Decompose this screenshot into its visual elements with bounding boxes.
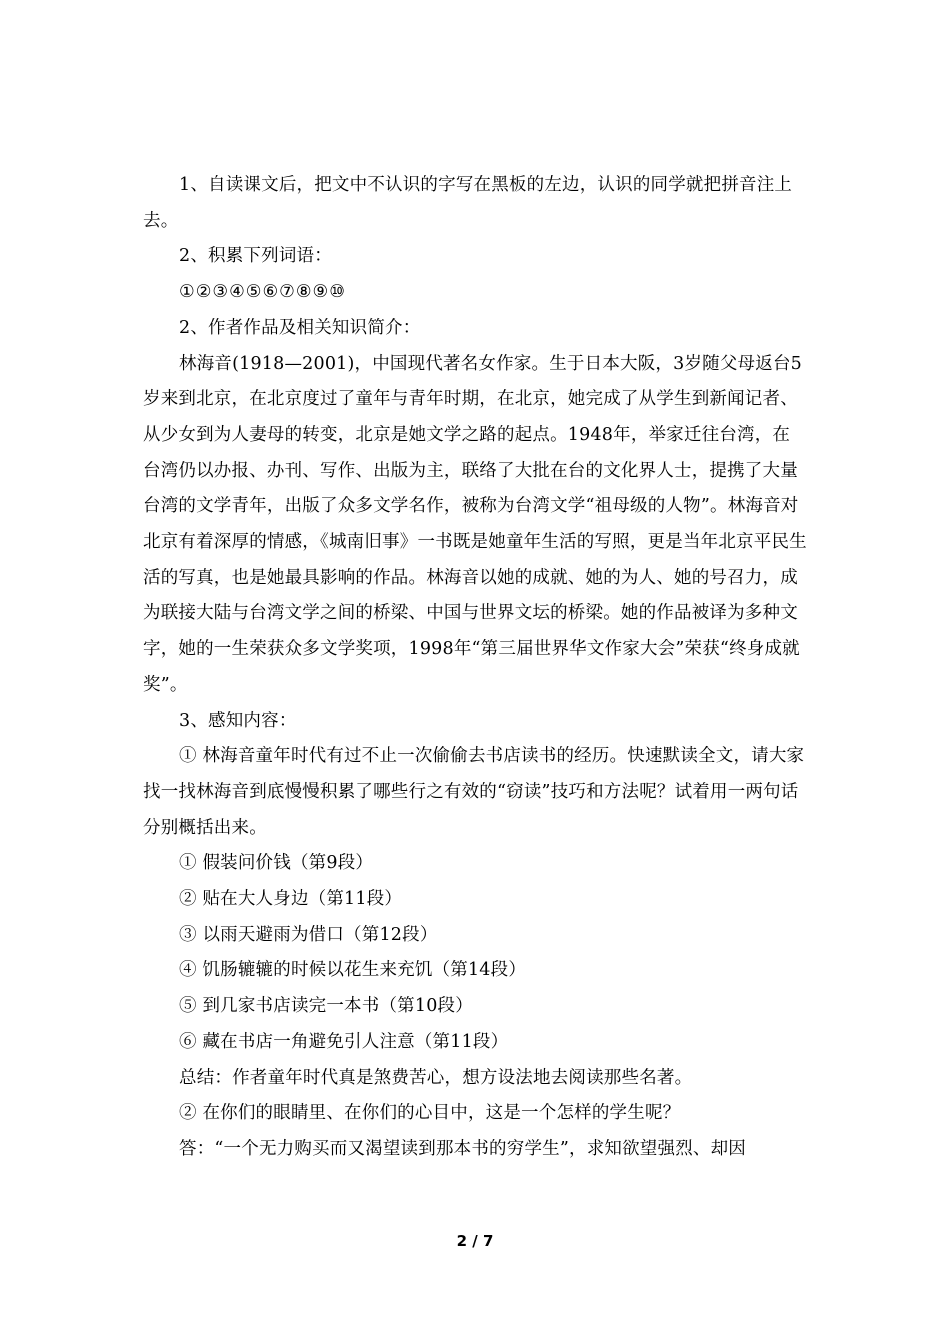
paragraph-author-bio: 林海音(1918—2001)，中国现代著名女作家。生于日本大阪，3岁随父母返台5岁来到北京，在北京度过了童年与青年时期，在北京，她完成了从学生到新闻记者、从少女到为人妻母的转变，北京是她文学之路的起点。1948年，举家迁往台湾，在台湾仍以办报、办刊、写作、出版为主，联络了大批在台的文化界人士，提携了大量台湾的文学青年，出版了众多文学名作，被称为台湾文学“祖母级的人物”。林海音对北京有着深厚的情感，《城南旧事》一书既是她童年生活的写照，更是当年北京平民生活的写真，也是她最具影响的作品。林海音以她的成就、她的为人、她的号召力，成为联接大陆与台湾文学之间的桥梁、中国与世界文坛的桥梁。她的作品被译为多种文字，她的一生荣获众多文学奖项，1998年“第三届世界华文作家大会”荣获“终身成就奖”。 [143,353,807,695]
list-item: ④ 饥肠辘辘的时候以花生来充饥（第14段） [179,960,527,981]
paragraph-question-1: ① 林海音童年时代有过不止一次偷偷去书店读书的经历。快速默读全文，请大家找一找林海音到底慢慢积累了哪些行之有效的“窃读”技巧和方法呢？试着用一两句话分别概括出来。 [143,746,805,838]
paragraph-step-1: 1、自读课文后，把文中不认识的字写在黑板的左边，认识的同学就把拼音注上去。 [143,175,793,231]
list-item: ② 贴在大人身边（第11段） [179,889,403,910]
paragraph-question-2: ② 在你们的眼睛里、在你们的心目中，这是一个怎样的学生呢？ [179,1103,681,1124]
paragraph-summary: 总结：作者童年时代真是煞费苦心，想方设法地去阅读那些名著。 [179,1067,693,1088]
paragraph-answer: 答：“一个无力购买而又渴望读到那本书的穷学生”，求知欲望强烈、却因 [179,1138,746,1159]
paragraph-step-3: 3、感知内容： [179,710,297,731]
paragraph-step-2-vocab: 2、积累下列词语： [179,246,332,267]
list-item: ① 假装问价钱（第9段） [179,853,374,874]
list-item: ③ 以雨天避雨为借口（第12段） [179,924,438,945]
circled-numbers: ①②③④⑤⑥⑦⑧⑨⑩ [179,282,346,303]
list-item: ⑤ 到几家书店读完一本书（第10段） [179,996,473,1017]
paragraph-step-2-author: 2、作者作品及相关知识简介： [179,317,421,338]
page-number: 2 / 7 [456,1232,494,1250]
list-item: ⑥ 藏在书店一角避免引人注意（第11段） [179,1031,509,1052]
document-body [143,168,807,1168]
